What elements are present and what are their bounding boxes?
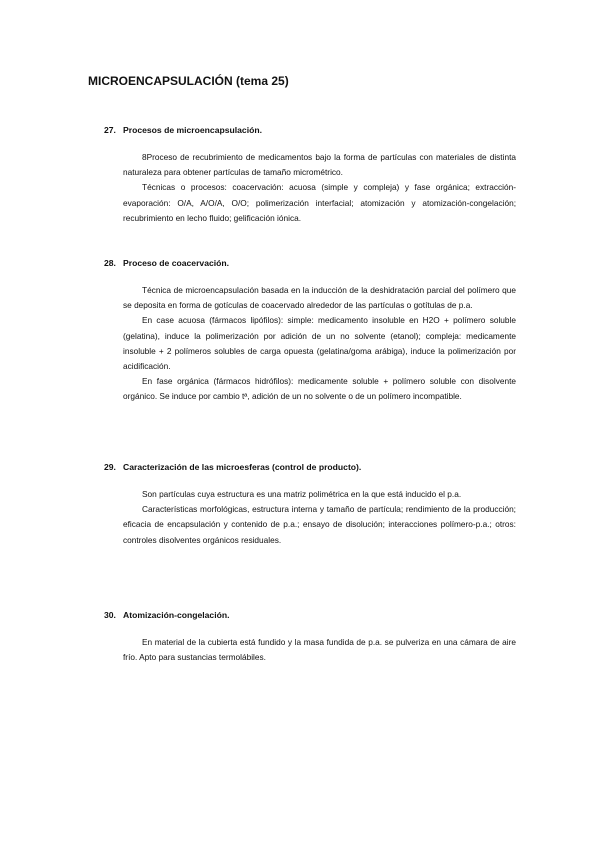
section-27 <box>104 125 516 226</box>
paragraph: En material de la cubierta está fundido y la masa fundida de p.a. se pulveriza en una cámara de aire frío. Apto para sustancias termolábiles. <box>123 637 516 663</box>
section-28 <box>104 258 516 405</box>
section-number: 28. <box>104 258 116 268</box>
section-heading <box>104 610 516 620</box>
paragraph: En fase orgánica (fármacos hidrófilos): medicamente soluble + polímero soluble con disolvente orgánico. Se induce por cambio tª, adición de un no solvente o de un polímero incompatible. <box>123 376 516 402</box>
section-number: 29. <box>104 462 116 472</box>
section-number: 30. <box>104 610 116 620</box>
section-title: Caracterización de las microesferas (control de producto). <box>123 462 362 472</box>
section-heading <box>104 462 516 472</box>
section-30 <box>104 610 516 665</box>
section-body <box>104 635 516 665</box>
section-title: Proceso de coacervación. <box>123 258 230 268</box>
paragraph: Características morfológicas, estructura interna y tamaño de partícula; rendimiento de la producción; eficacia de encapsulación y contenido de p.a.; ensayo de disolución; interacciones polímero-p.a.; otros: controles disolventes orgánicos residuales. <box>123 504 516 545</box>
paragraph: 8Proceso de recubrimiento de medicamentos bajo la forma de partículas con materiales de distinta naturaleza para obtener partículas de tamaño micrométrico. <box>123 152 516 178</box>
page-title: MICROENCAPSULACIÓN (tema 25) <box>88 74 289 88</box>
section-title: Procesos de microencapsulación. <box>123 125 262 135</box>
section-29 <box>104 462 516 548</box>
section-body <box>104 150 516 226</box>
section-body <box>104 283 516 405</box>
paragraph: Técnica de microencapsulación basada en la inducción de la deshidratación parcial del polímero que se deposita en forma de gotículas de coacervado alrededor de las partículas o gotítulas de p.a. <box>123 285 516 311</box>
section-title: Atomización-congelación. <box>123 610 230 620</box>
section-heading <box>104 125 516 135</box>
section-number: 27. <box>104 125 116 135</box>
section-body <box>104 487 516 548</box>
section-heading <box>104 258 516 268</box>
paragraph: En case acuosa (fármacos lipófilos): simple: medicamento insoluble en H2O + polímero soluble (gelatina), induce la polimerización por adición de un no solvente (etanol); compleja: medicamente insoluble + 2 polímeros solubles de carga opuesta (gelatina/goma arábiga), induce la polimerización por acidificación. <box>123 315 516 372</box>
paragraph: Técnicas o procesos: coacervación: acuosa (simple y compleja) y fase orgánica; extracción-evaporación: O/A, A/O/A, O/O; polimerización interfacial; atomización y atomización-congelación; recubrimiento en lecho fluido; gelificación iónica. <box>123 182 516 223</box>
paragraph: Son partículas cuya estructura es una matriz polimétrica en la que está inducido el p.a. <box>142 489 462 499</box>
